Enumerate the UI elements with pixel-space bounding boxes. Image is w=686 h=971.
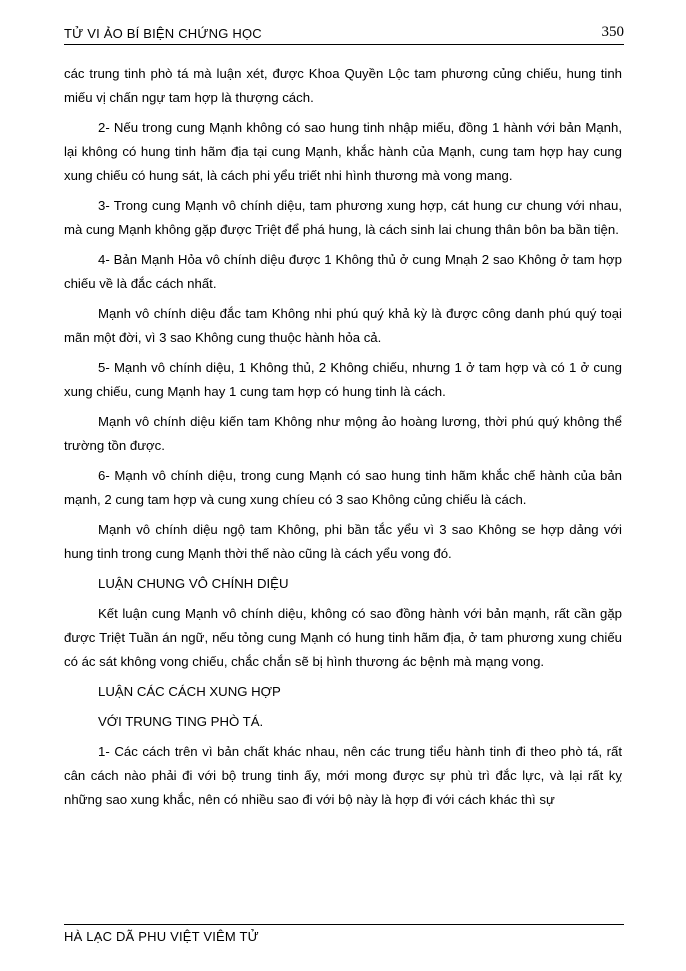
paragraph-continuation: các trung tinh phò tá mà luận xét, được Khoa Quyền Lộc tam phương củng chiếu, hung tinh miếu vị chấn ngự tam hợp là thượng cách. [64,66,622,105]
paragraph-item-4-note: Mạnh vô chính diệu đắc tam Không nhi phú quý khả kỳ là được công danh phú quý toại mãn một đời, vì 3 sao Không cung thuộc hành hỏa cả. [64,306,622,345]
paragraph-item-6: 6- Mạnh vô chính diệu, trong cung Mạnh có sao hung tinh hãm khắc chế hành của bản mạnh, 2 cung tam hợp và cung xung chíeu có 3 sao Không củng chiếu là cách. [64,468,622,507]
paragraph-item-3: 3- Trong cung Mạnh vô chính diệu, tam phương xung hợp, cát hung cư chung với nhau, mà cung Mạnh không gặp được Triệt để phá hung, là cách sinh lai chung thân bôn ba bần tiện. [64,198,622,237]
footer-divider [64,924,624,925]
page-footer: HÀ LẠC DÃ PHU VIỆT VIÊM TỬ [64,929,259,944]
paragraph-item-6-note: Mạnh vô chính diệu ngộ tam Không, phi bần tắc yểu vì 3 sao Không se hợp dảng với hung tinh trong cung Mạnh thời thế nào cũng là cách yểu vong đó. [64,522,622,561]
page-header [64,24,624,45]
section-subheading: VỚI TRUNG TING PHÒ TÁ. [98,714,264,729]
paragraph-item-2: 2- Nếu trong cung Mạnh không có sao hung tinh nhập miếu, đồng 1 hành với bản Mạnh, lại không có hung tinh hãm địa tại cung Mạnh, khắc hành của Mạnh, cung tam hợp hay cung xung chiếu có hung sát, là cách phi yểu triết nhi hình thương mà vong mang. [64,120,622,183]
paragraph-conclusion: Kết luận cung Mạnh vô chính diệu, không có sao đồng hành với bản mạnh, rất cần gặp được Triệt Tuần án ngữ, nếu tỏng cung Mạnh có hung tinh hãm địa, ở tam phương xung chiếu có ác sát không vong chiếu, chắc chắn sẽ bị hình thương ác bệnh mà mạng vong. [64,606,622,669]
section-heading-luan-chung: LUẬN CHUNG VÔ CHÍNH DIỆU [98,576,289,591]
page-body [64,62,622,818]
page-number: 350 [601,24,624,40]
paragraph-item-4: 4- Bản Mạnh Hỏa vô chính diệu được 1 Không thủ ở cung Mnạh 2 sao Không ở tam hợp chiếu về là đắc cách nhất. [64,252,622,291]
book-title: TỬ VI ẢO BÍ BIỆN CHỨNG HỌC [64,26,262,41]
paragraph-item-1: 1- Các cách trên vì bản chất khác nhau, nên các trung tiểu hành tinh đi theo phò tá, rất cân cách nào phải đi với bộ trung tinh ấy, mới mong được sự phù trì đắc lực, và lại rất kỵ những sao xung khắc, nên có nhiều sao đi với bộ này là hợp đi với cách khác thì sự [64,744,622,807]
paragraph-item-5: 5- Mạnh vô chính diệu, 1 Không thủ, 2 Không chiếu, nhưng 1 ở tam hợp và có 1 ở cung xung chiếu, cung Mạnh hay 1 cung tam hợp có hung tinh là cách. [64,360,622,399]
paragraph-item-5-note: Mạnh vô chính diệu kiến tam Không như mộng ảo hoàng lương, thời phú quý không thể trường tồn được. [64,414,622,453]
section-heading-luan-cac-cach: LUẬN CÁC CÁCH XUNG HỢP [98,684,281,699]
